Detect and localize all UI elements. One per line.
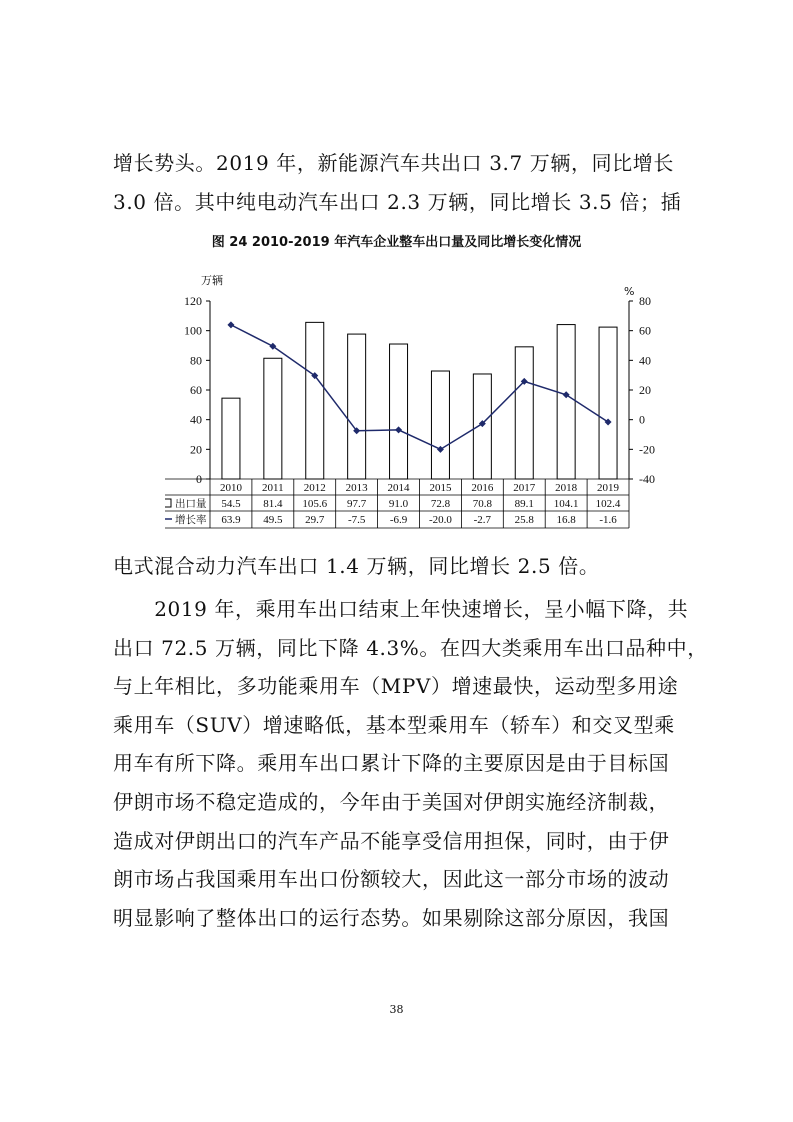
bar [431,371,449,479]
line-value-label: -2.7 [473,514,492,526]
text-line: 用车有所下降。乘用车出口累计下降的主要原因是由于目标国 [113,751,670,776]
bar [264,358,282,479]
bar-value-label: 104.1 [553,498,579,510]
bar [348,334,366,479]
line-value-label: -1.6 [599,514,617,526]
text-line: 造成对伊朗出口的汽车产品不能享受信用担保，同时，由于伊 [113,828,670,853]
right-tick-label: 80 [639,294,651,308]
x-tick-label: 2017 [513,482,536,494]
line-value-label: 25.8 [514,514,534,526]
left-tick-label: 100 [184,323,202,338]
x-tick-label: 2013 [345,482,368,494]
x-tick-label: 2016 [471,482,494,494]
bar-value-label: 89.1 [514,498,534,510]
text-line: 增长势头。2019 年，新能源汽车共出口 3.7 万辆，同比增长 [113,151,674,175]
bar-value-label: 54.5 [221,498,241,510]
x-tick-label: 2011 [262,482,284,494]
text-line: 明显影响了整体出口的运行态势。如果剔除这部分原因，我国 [113,905,670,930]
paragraph-3 [113,590,708,937]
x-tick-label: 2014 [387,482,410,494]
left-tick-label: 60 [190,383,202,397]
bar [306,322,324,479]
bar-value-label: 81.4 [263,498,283,510]
chart [165,272,665,534]
line-value-label: -20.0 [428,514,452,526]
text-line: 伊朗市场不稳定造成的，今年由于美国对伊朗实施经济制裁， [113,789,670,814]
bar-value-label: 105.6 [302,498,328,510]
line-value-label: 49.5 [263,514,283,526]
line-value-label: 63.9 [221,514,241,526]
right-tick-label: -20 [639,442,655,457]
bar [222,398,240,479]
bar [599,327,617,479]
growth-line [231,325,608,449]
text-line: 乘用车（SUV）增速略低，基本型乘用车（轿车）和交叉型乘 [113,712,675,737]
left-tick-label: 20 [190,442,202,457]
bar [515,347,533,479]
paragraph-2 [113,547,683,586]
legend-line-label: 增长率 [175,514,207,526]
text-line: 出口 72.5 万辆，同比下降 4.3%。在四大类乘用车出口品种中， [113,635,708,660]
left-tick-label: 80 [190,353,202,368]
bar [557,325,575,479]
bar-value-label: 97.7 [347,498,367,510]
right-tick-label: 20 [639,383,651,397]
text-line: 3.0 倍。其中纯电动汽车出口 2.3 万辆，同比增长 3.5 倍；插 [113,189,682,214]
text-line: 与上年相比，多功能乘用车（MPV）增速最快，运动型多用途 [113,674,679,699]
right-tick-label: 40 [639,353,651,368]
figure-caption: 图 24 2010-2019 年汽车企业整车出口量及同比增长变化情况 [211,235,582,250]
x-tick-label: 2019 [597,482,620,494]
line-value-label: -7.5 [347,514,366,526]
line-point [227,321,234,328]
text-line: 朗市场占我国乘用车出口份额较大，因此这一部分市场的波动 [113,867,670,892]
left-tick-label: 40 [190,412,202,427]
line-value-label: 16.8 [556,514,576,526]
x-tick-label: 2018 [555,482,578,494]
bar-value-label: 91.0 [388,498,409,510]
text-line: 电式混合动力汽车出口 1.4 万辆，同比增长 2.5 倍。 [113,554,600,578]
right-tick-label: 0 [639,412,645,427]
bar-value-label: 72.8 [430,498,451,510]
line-value-label: -6.9 [389,514,408,526]
bar-value-label: 70.8 [472,498,492,510]
paragraph-1 [113,144,683,221]
page-number: 38 [389,1003,404,1016]
left-axis-unit: 万辆 [201,274,223,287]
line-value-label: 29.7 [305,514,325,526]
bar-value-label: 102.4 [595,498,621,510]
right-axis-unit: % [624,285,635,298]
right-tick-label: -40 [639,472,655,486]
legend-bar-swatch [165,499,171,507]
bar [390,344,408,479]
right-tick-label: 60 [639,323,651,338]
left-tick-label: 0 [196,472,202,486]
text-line: 2019 年，乘用车出口结束上年快速增长，呈小幅下降，共 [113,597,689,621]
left-tick-label: 120 [184,294,202,308]
x-tick-label: 2015 [429,482,452,494]
x-tick-label: 2010 [219,482,242,494]
x-tick-label: 2012 [303,482,326,494]
legend-bar-label: 出口量 [175,498,207,510]
